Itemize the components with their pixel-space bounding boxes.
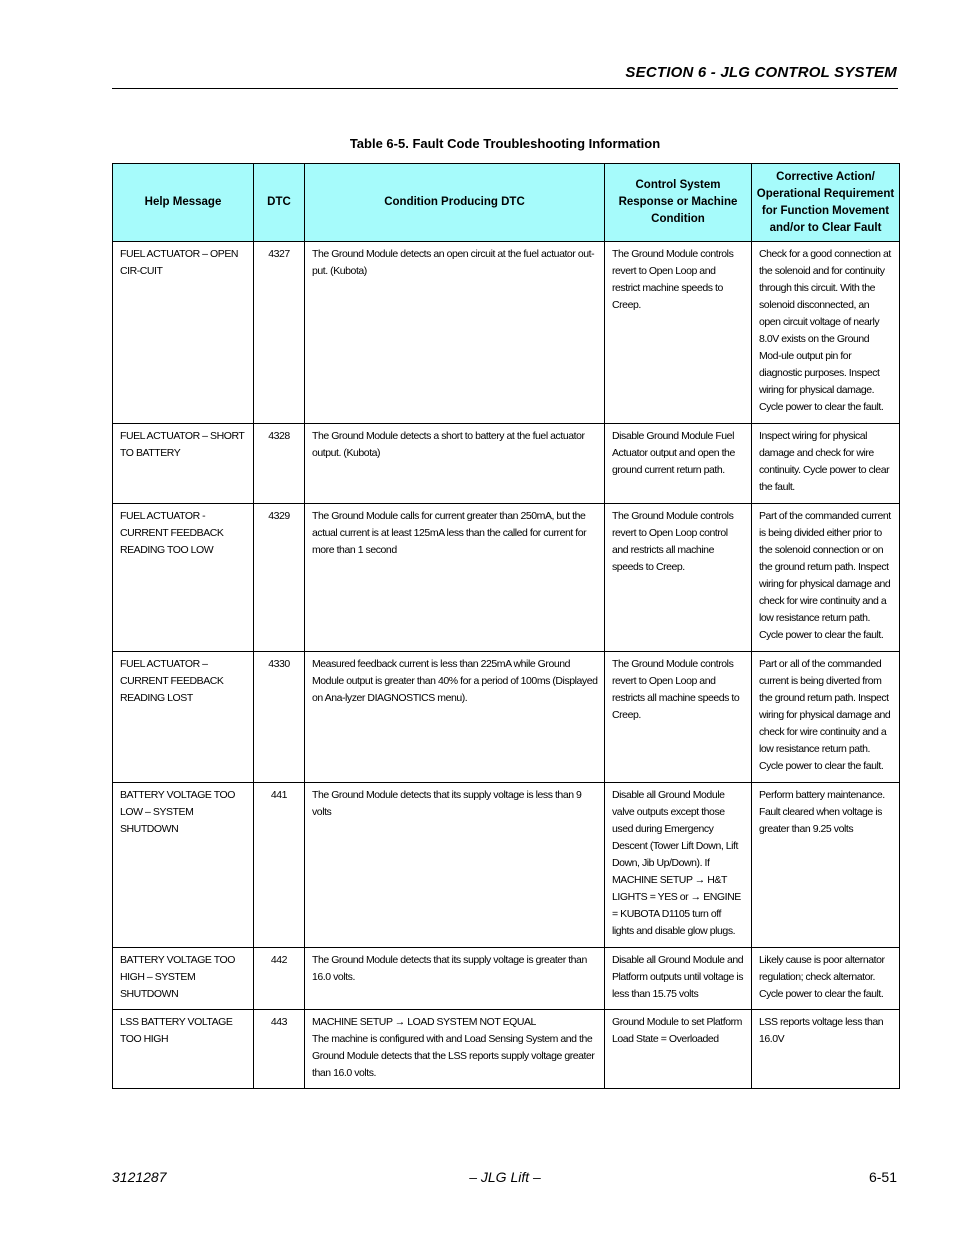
dtc-cell: 4327: [254, 242, 305, 424]
condition-cell: [305, 1010, 605, 1089]
help-message-cell: BATTERY VOLTAGE TOO HIGH – SYSTEM SHUTDOWN: [113, 948, 254, 1010]
help-message-cell: LSS BATTERY VOLTAGE TOO HIGH: [113, 1010, 254, 1089]
response-cell: The Ground Module controls revert to Open Loop and restricts all machine speeds to Creep.: [605, 652, 752, 783]
action-cell: Part or all of the commanded current is being diverted from the ground return path. Inspect wiring for physical damage and check for wire continuity and a low resistance return path. Cycle power to clear the fault.: [752, 652, 900, 783]
dtc-cell: 441: [254, 783, 305, 948]
dtc-cell: 4329: [254, 504, 305, 652]
table-row: [113, 424, 900, 504]
document-number: 3121287: [112, 1169, 167, 1185]
condition-cell: The Ground Module calls for current greater than 250mA, but the actual current is at least 125mA less than the called for current for more than 1 second: [305, 504, 605, 652]
footer-brand: – JLG Lift –: [469, 1169, 541, 1185]
fault-code-table: [112, 163, 900, 1089]
help-message-cell: BATTERY VOLTAGE TOO LOW – SYSTEM SHUTDOWN: [113, 783, 254, 948]
column-header-dtc: DTC: [254, 164, 305, 242]
response-cell: Disable all Ground Module valve outputs except those used during Emergency Descent (Tower Lift Down, Lift Down, Jib Up/Down). If MACHINE SETUP → H&T LIGHTS = YES or → ENGINE = KUBOTA D1105 turn off lights and disable glow plugs.: [605, 783, 752, 948]
table-row: [113, 652, 900, 783]
table-header-row: [113, 164, 900, 242]
condition-cell: Measured feedback current is less than 225mA while Ground Module output is greater than 40% for a period of 100ms (Displayed on Ana-lyzer DIAGNOSTICS menu).: [305, 652, 605, 783]
page-number: 6-51: [868, 1169, 897, 1185]
dtc-cell: 442: [254, 948, 305, 1010]
table-row: [113, 242, 900, 424]
condition-text: The machine is configured with and Load Sensing System and the Ground Module detects that the LSS reports supply voltage greater than 16.0 volts.: [312, 1033, 595, 1079]
action-cell: LSS reports voltage less than 16.0V: [752, 1010, 900, 1089]
table-row: [113, 783, 900, 948]
table-row: [113, 504, 900, 652]
condition-setup-line: MACHINE SETUP → LOAD SYSTEM NOT EQUAL: [312, 1016, 536, 1028]
column-header-corrective-action: Corrective Action/ Operational Requirement for Function Movement and/or to Clear Fault: [752, 164, 900, 242]
condition-cell: The Ground Module detects an open circuit at the fuel actuator out-put. (Kubota): [305, 242, 605, 424]
section-title: SECTION 6 - JLG CONTROL SYSTEM: [625, 64, 897, 81]
column-header-response: Control System Response or Machine Condition: [605, 164, 752, 242]
action-cell: Perform battery maintenance. Fault cleared when voltage is greater than 9.25 volts: [752, 783, 900, 948]
column-header-condition: Condition Producing DTC: [305, 164, 605, 242]
help-message-cell: FUEL ACTUATOR – OPEN CIR-CUIT: [113, 242, 254, 424]
response-cell: Disable Ground Module Fuel Actuator output and open the ground current return path.: [605, 424, 752, 504]
action-cell: Inspect wiring for physical damage and check for wire continuity. Cycle power to clear the fault.: [752, 424, 900, 504]
dtc-cell: 4330: [254, 652, 305, 783]
response-cell: The Ground Module controls revert to Open Loop and restrict machine speeds to Creep.: [605, 242, 752, 424]
response-cell: Ground Module to set Platform Load State = Overloaded: [605, 1010, 752, 1089]
help-message-cell: FUEL ACTUATOR - CURRENT FEEDBACK READING TOO LOW: [113, 504, 254, 652]
table-row: [113, 948, 900, 1010]
header-divider: [112, 88, 898, 89]
condition-cell: The Ground Module detects that its supply voltage is less than 9 volts: [305, 783, 605, 948]
action-cell: Likely cause is poor alternator regulation; check alternator. Cycle power to clear the fault.: [752, 948, 900, 1010]
dtc-cell: 4328: [254, 424, 305, 504]
column-header-help-message: Help Message: [113, 164, 254, 242]
condition-cell: The Ground Module detects that its supply voltage is greater than 16.0 volts.: [305, 948, 605, 1010]
action-cell: Check for a good connection at the solenoid and for continuity through this circuit. With the solenoid disconnected, an open circuit voltage of nearly 8.0V exists on the Ground Mod-ule output pin for diagnostic purposes. Inspect wiring for physical damage. Cycle power to clear the fault.: [752, 242, 900, 424]
condition-cell: The Ground Module detects a short to battery at the fuel actuator output. (Kubota): [305, 424, 605, 504]
help-message-cell: FUEL ACTUATOR – CURRENT FEEDBACK READING LOST: [113, 652, 254, 783]
action-cell: Part of the commanded current is being divided either prior to the solenoid connection or on the ground return path. Inspect wiring for physical damage and check for wire continuity and a low resistance return path. Cycle power to clear the fault.: [752, 504, 900, 652]
table-row: [113, 1010, 900, 1089]
table-caption: Table 6-5. Fault Code Troubleshooting Information: [349, 136, 661, 151]
response-cell: The Ground Module controls revert to Open Loop control and restricts all machine speeds to Creep.: [605, 504, 752, 652]
help-message-cell: FUEL ACTUATOR – SHORT TO BATTERY: [113, 424, 254, 504]
dtc-cell: 443: [254, 1010, 305, 1089]
response-cell: Disable all Ground Module and Platform outputs until voltage is less than 15.75 volts: [605, 948, 752, 1010]
